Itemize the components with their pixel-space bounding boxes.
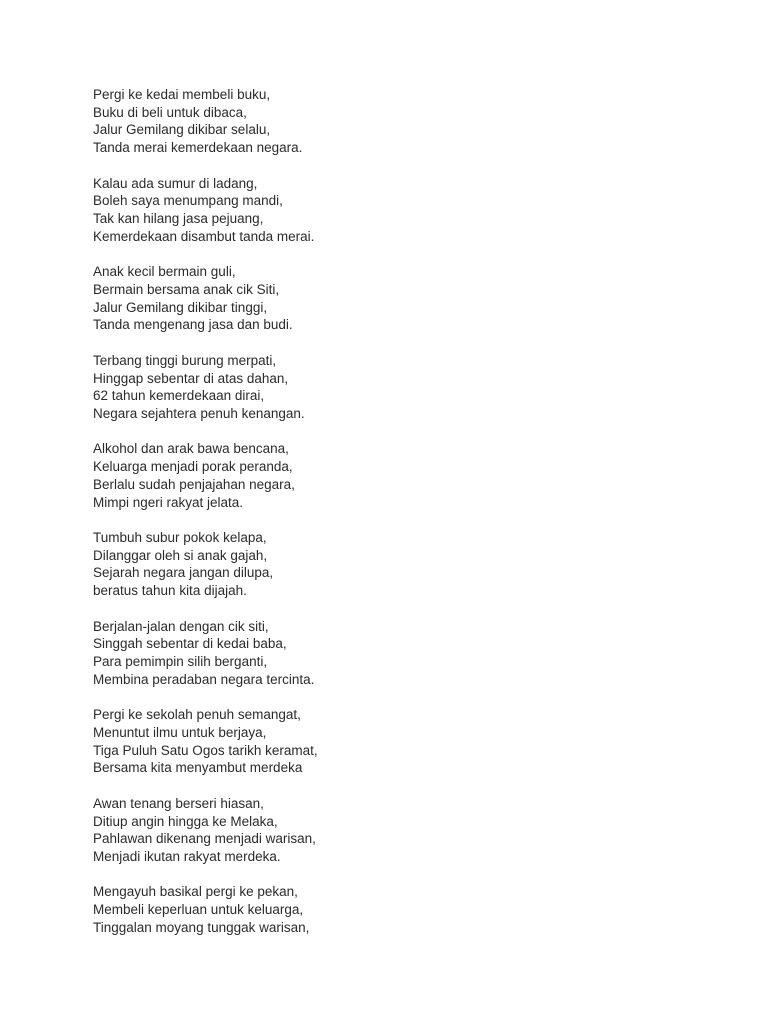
poem-line: Dilanggar oleh si anak gajah,	[93, 547, 268, 563]
stanza-3	[93, 263, 733, 334]
poem-line: Berjalan-jalan dengan cik siti,	[93, 618, 269, 634]
poem-line: Tiga Puluh Satu Ogos tarikh keramat,	[93, 742, 318, 758]
poem-line: Hinggap sebentar di atas dahan,	[93, 370, 289, 386]
poem-line: Tumbuh subur pokok kelapa,	[93, 530, 267, 546]
poem-line: Boleh saya menumpang mandi,	[93, 193, 283, 209]
stanza-8	[93, 706, 733, 777]
poem-line: Kalau ada sumur di ladang,	[93, 175, 258, 191]
poem-line: Kemerdekaan disambut tanda merai.	[93, 228, 315, 244]
poem-line: beratus tahun kita dijajah.	[93, 583, 247, 599]
poem-line: Mimpi ngeri rakyat jelata.	[93, 494, 244, 510]
stanza-6	[93, 529, 733, 600]
poem-line: Pahlawan dikenang menjadi warisan,	[93, 831, 316, 847]
stanza-1	[93, 86, 733, 157]
poem-body	[93, 86, 733, 954]
poem-line: Terbang tinggi burung merpati,	[93, 352, 277, 368]
poem-line: Pergi ke sekolah penuh semangat,	[93, 707, 301, 723]
poem-line: Alkohol dan arak bawa bencana,	[93, 441, 289, 457]
poem-line: Ditiup angin hingga ke Melaka,	[93, 813, 278, 829]
poem-line: Jalur Gemilang dikibar tinggi,	[93, 299, 268, 315]
poem-line: Jalur Gemilang dikibar selalu,	[93, 122, 271, 138]
stanza-7	[93, 618, 733, 689]
poem-line: Berlalu sudah penjajahan negara,	[93, 476, 295, 492]
poem-line: Membina peradaban negara tercinta.	[93, 671, 315, 687]
poem-line: Membeli keperluan untuk keluarga,	[93, 902, 304, 918]
poem-line: Bersama kita menyambut merdeka	[93, 760, 303, 776]
poem-line: Negara sejahtera penuh kenangan.	[93, 405, 305, 421]
poem-line: Tanda merai kemerdekaan negara.	[93, 140, 303, 156]
stanza-2	[93, 175, 733, 246]
poem-line: Pergi ke kedai membeli buku,	[93, 87, 271, 102]
poem-line: Mengayuh basikal pergi ke pekan,	[93, 884, 298, 900]
poem-line: Bermain bersama anak cik Siti,	[93, 281, 280, 297]
poem-line: Anak kecil bermain guli,	[93, 264, 236, 280]
poem-line: Sejarah negara jangan dilupa,	[93, 565, 274, 581]
poem-line: Tak kan hilang jasa pejuang,	[93, 211, 264, 227]
stanza-9	[93, 795, 733, 866]
poem-line: Menuntut ilmu untuk berjaya,	[93, 724, 267, 740]
poem-line: Tinggalan moyang tunggak warisan,	[93, 919, 310, 935]
poem-line: 62 tahun kemerdekaan dirai,	[93, 388, 265, 404]
poem-line: Menjadi ikutan rakyat merdeka.	[93, 848, 281, 864]
stanza-5	[93, 440, 733, 511]
poem-line: Tanda mengenang jasa dan budi.	[93, 317, 293, 333]
poem-line: Buku di beli untuk dibaca,	[93, 104, 247, 120]
poem-line: Para pemimpin silih berganti,	[93, 654, 268, 670]
stanza-4	[93, 352, 733, 423]
poem-line: Singgah sebentar di kedai baba,	[93, 636, 287, 652]
poem-line: Awan tenang berseri hiasan,	[93, 795, 264, 811]
poem-line: Keluarga menjadi porak peranda,	[93, 459, 293, 475]
stanza-10	[93, 883, 733, 936]
